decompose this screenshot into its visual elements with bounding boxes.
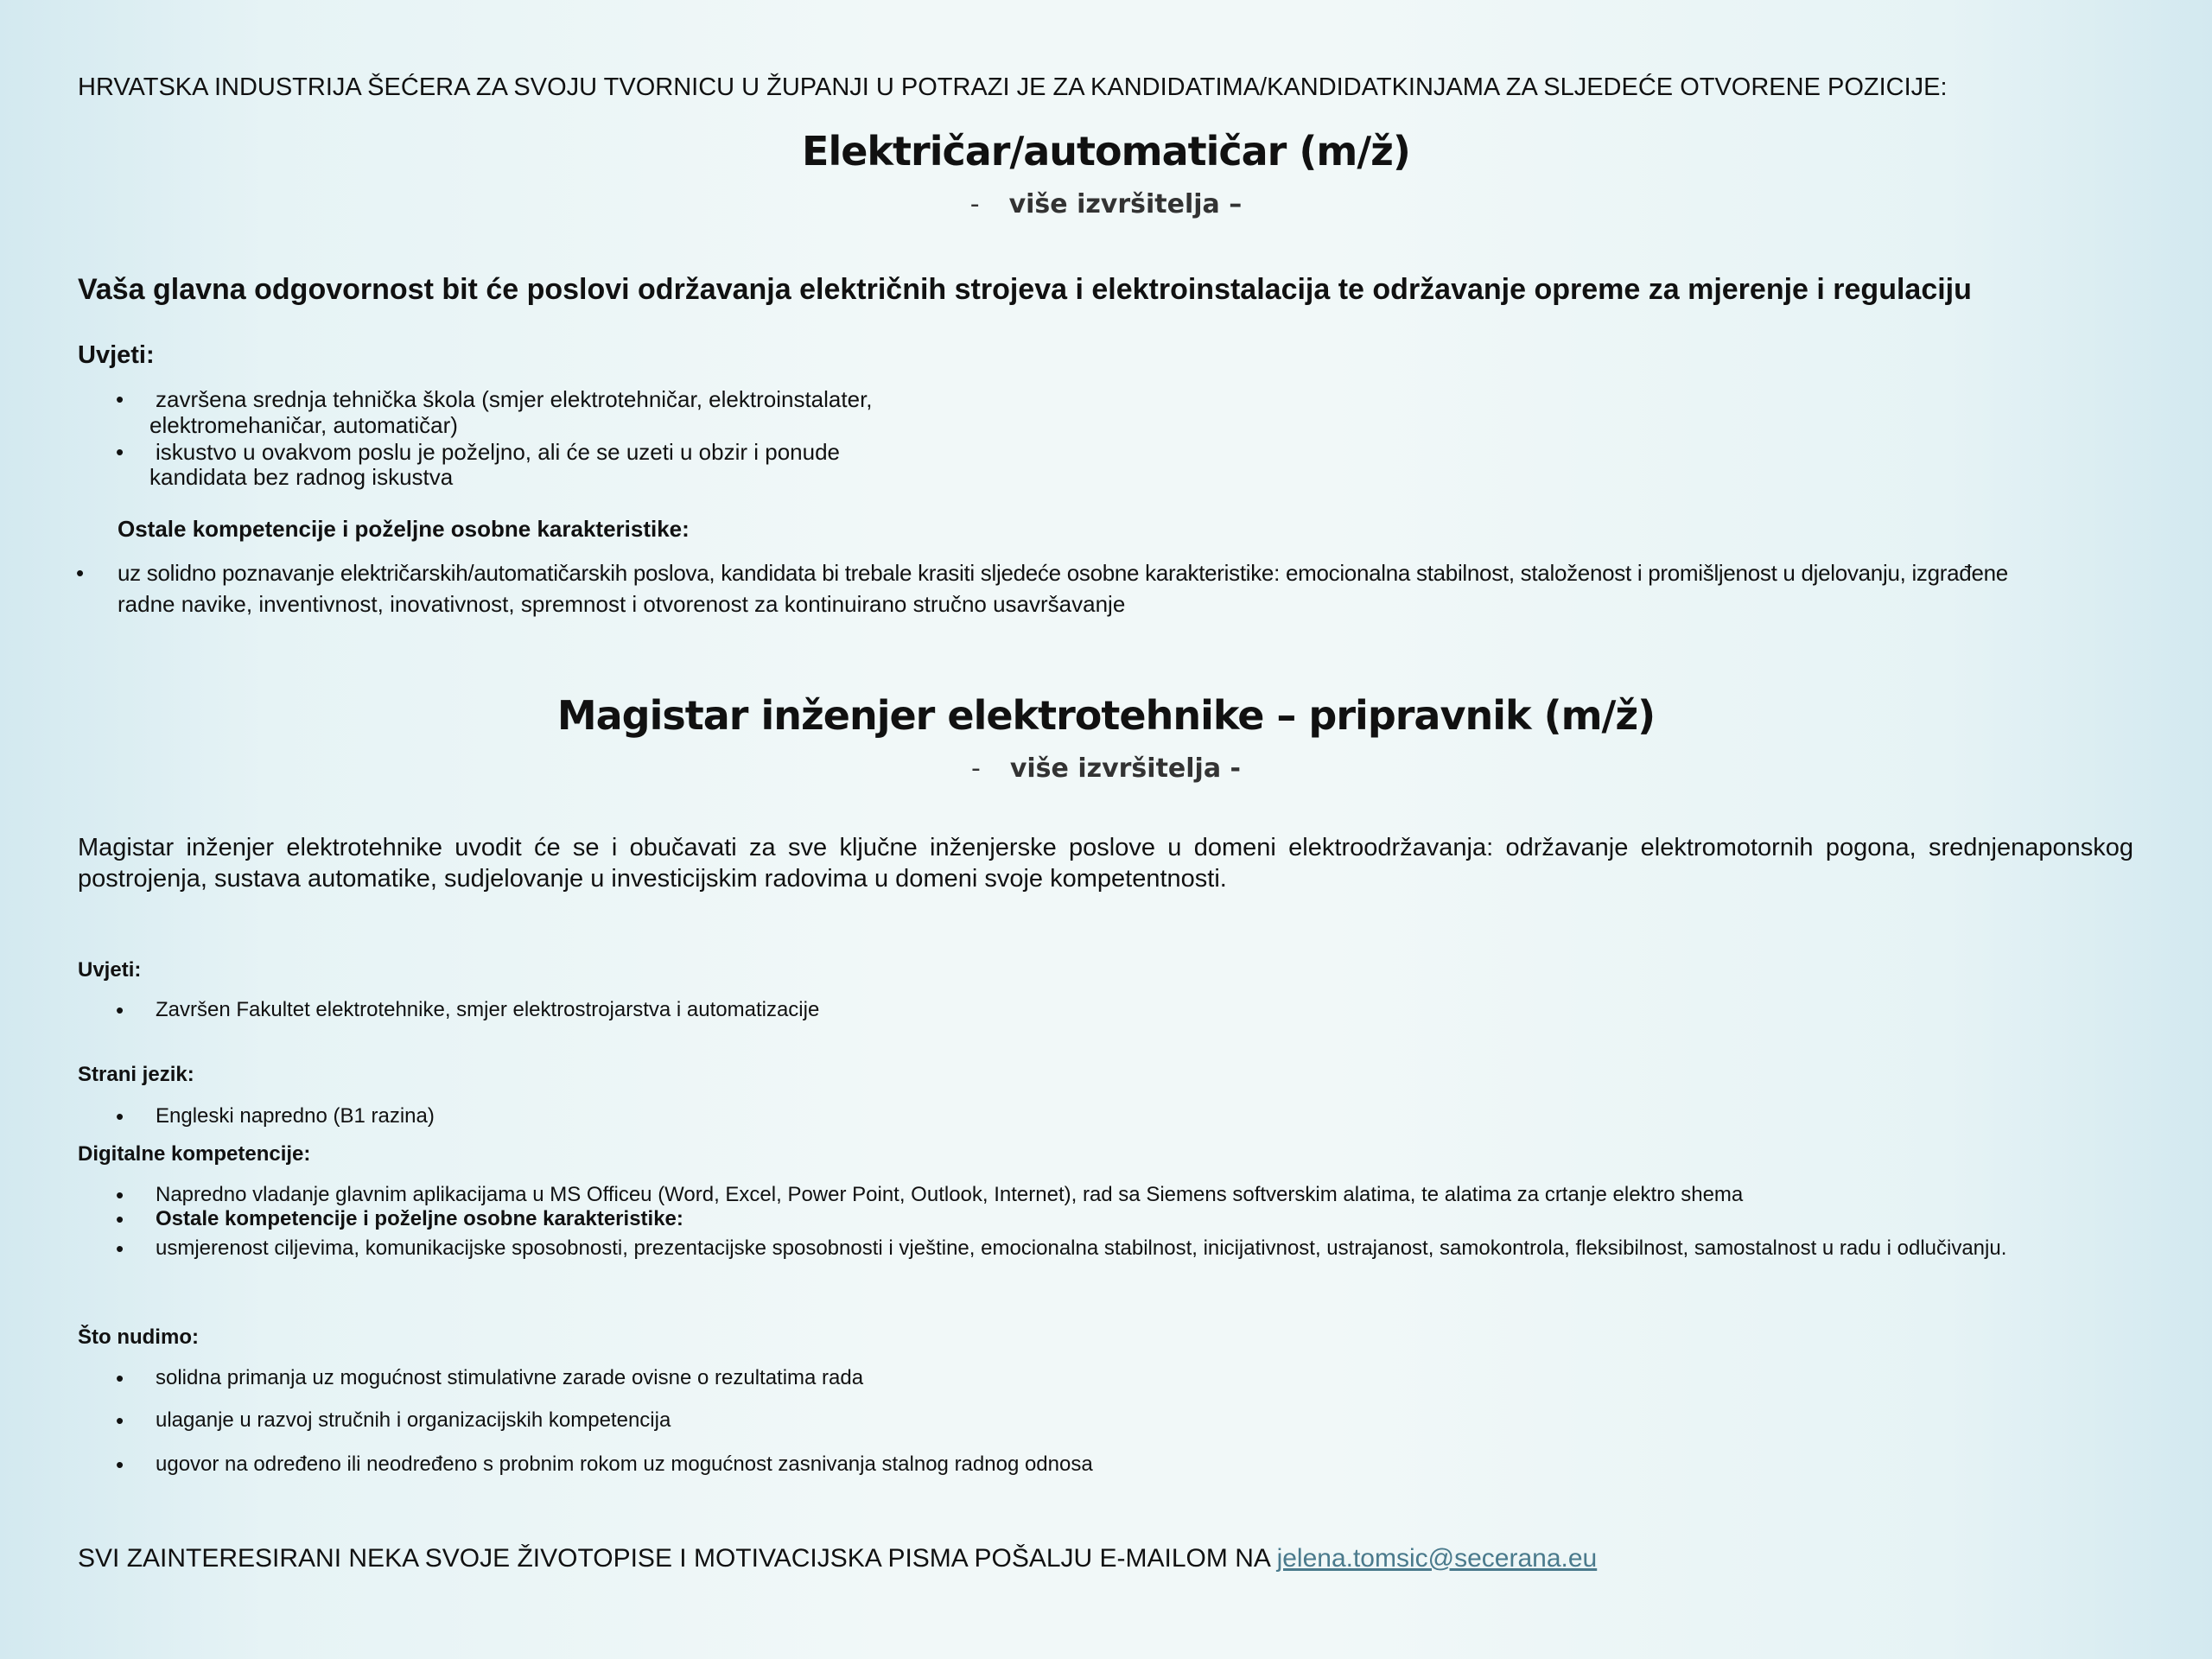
- bullet: •: [116, 1452, 124, 1478]
- job1-condition-2: iskustvo u ovakvom poslu je poželjno, ali će se uzeti u obzir i ponude: [156, 439, 840, 465]
- job1-conditions-label: Uvjeti:: [78, 341, 155, 369]
- job2-language-1: Engleski napredno (B1 razina): [156, 1104, 435, 1128]
- job2-digital-label: Digitalne kompetencije:: [78, 1142, 311, 1166]
- offer-item-1: solidna primanja uz mogućnost stimulativne zarade ovisne o rezultatima rada: [156, 1366, 864, 1389]
- job1-condition-1: završena srednja tehnička škola (smjer elektrotehničar, elektroinstalater,: [156, 386, 873, 412]
- bullet: •: [116, 439, 124, 465]
- job2-subtitle: [0, 752, 2212, 786]
- job2-digital-3: usmjerenost ciljevima, komunikacijske sposobnosti, prezentacijske sposobnosti i vještine, emocionalna stabilnost, inicijativnost, ustrajanost, samokontrola, fleksibilnost, samostalnost u radu i odlučivanju.: [156, 1236, 2007, 1260]
- job1-responsibility: Vaša glavna odgovornost bit će poslovi održavanja električnih strojeva i elektroinstalacija te održavanje opreme za mjerenje i regulaciju: [78, 273, 1972, 306]
- offer-label: Što nudimo:: [78, 1325, 199, 1349]
- job1-other-label: Ostale kompetencije i poželjne osobne karakteristike:: [118, 516, 690, 542]
- job2-language-label: Strani jezik:: [78, 1063, 194, 1086]
- bullet: •: [116, 1206, 124, 1232]
- job1-subtitle: [0, 188, 2212, 222]
- bullet: •: [116, 1236, 124, 1262]
- job2-digital-2: Ostale kompetencije i poželjne osobne karakteristike:: [156, 1207, 683, 1230]
- intro-text: HRVATSKA INDUSTRIJA ŠEĆERA ZA SVOJU TVORNICU U ŽUPANJI U POTRAZI JE ZA KANDIDATIMA/KANDIDATKINJAMA ZA SLJEDEĆE OTVORENE POZICIJE:: [78, 73, 1948, 101]
- subtitle-text: više izvršitelja -: [1009, 753, 1241, 784]
- job2-conditions-label: Uvjeti:: [78, 958, 142, 982]
- bullet: •: [116, 386, 124, 412]
- footer-text: SVI ZAINTERESIRANI NEKA SVOJE ŽIVOTOPISE I MOTIVACIJSKA PISMA POŠALJU E-MAILOM NA: [78, 1544, 1277, 1573]
- bullet: •: [116, 1365, 124, 1391]
- bullet: •: [116, 1408, 124, 1433]
- job1-condition-2-cont: kandidata bez radnog iskustva: [149, 464, 454, 490]
- bullet: •: [116, 1103, 124, 1129]
- job1-condition-1-cont: elektromehaničar, automatičar): [149, 412, 458, 438]
- job2-digital-1: Napredno vladanje glavnim aplikacijama u MS Officeu (Word, Excel, Power Point, Outlook, Internet), rad sa Siemens softverskim alatima, te alatima za crtanje elektro shema: [156, 1183, 1744, 1206]
- subtitle-text: više izvršitelja –: [1008, 189, 1243, 219]
- job1-other-line1: uz solidno poznavanje električarskih/automatičarskih poslova, kandidata bi trebale krasiti sljedeće osobne karakteristike: emocionalna stabilnost, staloženost i promišljenost u djelovanju, izgrađene: [118, 560, 2008, 586]
- job1-title: Električar/automatičar (m/ž): [802, 128, 1410, 175]
- dash: -: [971, 753, 981, 784]
- job2-condition-1: Završen Fakultet elektrotehnike, smjer elektrostrojarstva i automatizacije: [156, 998, 820, 1021]
- job2-description-line2: postrojenja, sustava automatike, sudjelovanje u investicijskim radovima u domeni svoje kompetentnosti.: [78, 865, 1227, 893]
- job1-other-line2: radne navike, inventivnost, inovativnost, spremnost i otvorenost za kontinuirano stručno usavršavanje: [118, 591, 1126, 617]
- email-link[interactable]: jelena.tomsic@secerana.eu: [1276, 1544, 1598, 1573]
- offer-item-3: ugovor na određeno ili neodređeno s probnim rokom uz mogućnost zasnivanja stalnog radnog odnosa: [156, 1452, 1093, 1476]
- dash: -: [969, 189, 980, 219]
- job2-description-line1: Magistar inženjer elektrotehnike uvodit će se i obučavati za sve ključne inženjerske poslove u domeni elektroodržavanja: održavanje elektromotornih pogona, srednjenaponskog: [78, 834, 2133, 861]
- offer-item-2: ulaganje u razvoj stručnih i organizacijskih kompetencija: [156, 1408, 671, 1432]
- bullet: •: [76, 560, 85, 586]
- bullet: •: [116, 1182, 124, 1208]
- bullet: •: [116, 997, 124, 1023]
- job2-title: Magistar inženjer elektrotehnike – pripravnik (m/ž): [556, 692, 1656, 739]
- footer: [78, 1543, 1597, 1574]
